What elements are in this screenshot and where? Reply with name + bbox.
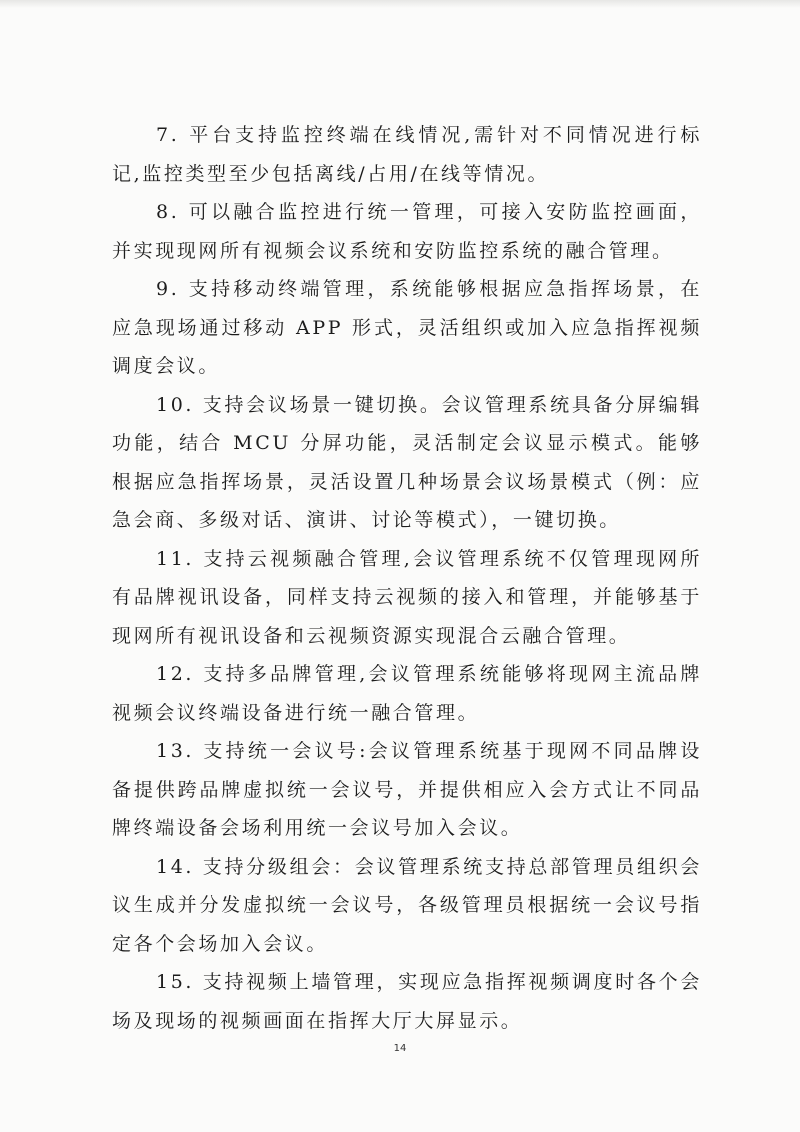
paragraph-14: 14. 支持分级组会：会议管理系统支持总部管理员组织会议生成并分发虚拟统一会议号，各级管理员根据统一会议号指定各个会场加入会议。 (112, 855, 702, 955)
document-body (112, 116, 702, 1040)
paragraph-13: 13. 支持统一会议号:会议管理系统基于现网不同品牌设备提供跨品牌虚拟统一会议号，并提供相应入会方式让不同品牌终端设备会场利用统一会议号加入会议。 (112, 740, 702, 839)
paragraph-7: 7. 平台支持监控终端在线情况,需针对不同情况进行标记,监控类型至少包括离线/占用/在线等情况。 (112, 124, 702, 185)
paragraph-8: 8. 可以融合监控进行统一管理，可接入安防监控画面，并实现现网所有视频会议系统和安防监控系统的融合管理。 (112, 201, 702, 262)
paragraph-11: 11. 支持云视频融合管理,会议管理系统不仅管理现网所有品牌视讯设备，同样支持云视频的接入和管理，并能够基于现网所有视讯设备和云视频资源实现混合云融合管理。 (112, 547, 702, 647)
paragraph-15: 15. 支持视频上墙管理，实现应急指挥视频调度时各个会场及现场的视频画面在指挥大厅大屏显示。 (112, 971, 702, 1032)
page-number: 14 (393, 1043, 407, 1054)
paragraph-10: 10. 支持会议场景一键切换。会议管理系统具备分屏编辑功能，结合 MCU 分屏功能，灵活制定会议显示模式。能够根据应急指挥场景，灵活设置几种场景会议场景模式（例：应急会商、多级对话、演讲、讨论等模式），一键切换。 (112, 393, 702, 531)
paragraph-9: 9. 支持移动终端管理，系统能够根据应急指挥场景，在应急现场通过移动 APP 形式，灵活组织或加入应急指挥视频调度会议。 (112, 278, 702, 377)
scan-edge (0, 0, 800, 8)
paragraph-12: 12. 支持多品牌管理,会议管理系统能够将现网主流品牌视频会议终端设备进行统一融合管理。 (112, 663, 702, 724)
